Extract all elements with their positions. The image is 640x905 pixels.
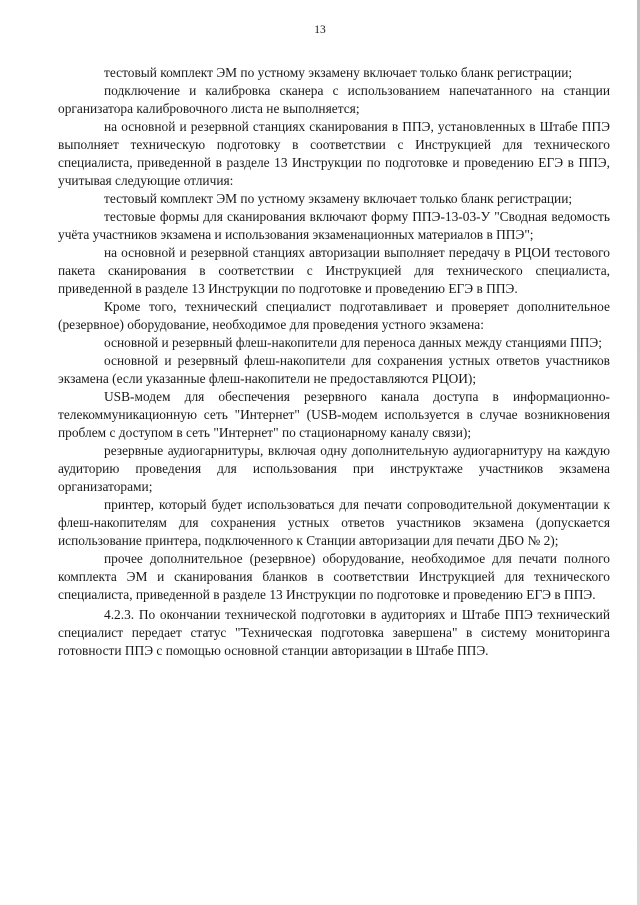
document-body bbox=[58, 64, 610, 660]
paragraph: 4.2.3. По окончании технической подготовки в аудиториях и Штабе ППЭ технический специалист передает статус "Техническая подготовка завершена" в систему мониторинга готовности ППЭ с помощью основной станции авторизации в Штабе ППЭ. bbox=[58, 607, 610, 658]
paragraph: тестовый комплект ЭМ по устному экзамену включает только бланк регистрации; bbox=[104, 65, 573, 80]
paragraph: тестовые формы для сканирования включают форму ППЭ-13-03-У "Сводная ведомость учёта участников экзамена и использования экзаменационных материалов в ППЭ"; bbox=[58, 209, 610, 242]
paragraph: подключение и калибровка сканера с использованием напечатанного на станции организатора калибровочного листа не выполняется; bbox=[58, 83, 610, 116]
paragraph: резервные аудиогарнитуры, включая одну дополнительную аудиогарнитуру на каждую аудиторию проведения для использования при инструктаже участников экзамена организаторами; bbox=[58, 443, 610, 494]
paragraph: принтер, который будет использоваться для печати сопроводительной документации к флеш-накопителям для сохранения устных ответов участников экзамена (допускается использование принтера, подключенного к Станции авторизации для печати ДБО № 2); bbox=[58, 497, 610, 548]
paragraph: на основной и резервной станциях авторизации выполняет передачу в РЦОИ тестового пакета сканирования в соответствии с Инструкцией для технического специалиста, приведенной в разделе 13 Инструкции по подготовке и проведению ЕГЭ в ППЭ. bbox=[58, 245, 610, 296]
paragraph: Кроме того, технический специалист подготавливает и проверяет дополнительное (резервное) оборудование, необходимое для проведения устного экзамена: bbox=[58, 299, 610, 332]
paragraph: USB-модем для обеспечения резервного канала доступа в информационно-телекоммуникационную сеть "Интернет" (USB-модем используется в случае возникновения проблем с доступом в сеть "Интернет" по стационарному каналу связи); bbox=[58, 389, 610, 440]
paragraph: основной и резервный флеш-накопители для переноса данных между станциями ППЭ; bbox=[104, 335, 602, 350]
paragraph: тестовый комплект ЭМ по устному экзамену включает только бланк регистрации; bbox=[104, 191, 573, 206]
paragraph: основной и резервный флеш-накопители для сохранения устных ответов участников экзамена (если указанные флеш-накопители не предоставляются РЦОИ); bbox=[58, 353, 610, 386]
paragraph: прочее дополнительное (резервное) оборудование, необходимое для печати полного комплекта ЭМ и сканирования бланков в соответствии Инструкцией для технического специалиста, приведенной в разделе 13 Инструкции по подготовке и проведению ЕГЭ в ППЭ. bbox=[58, 551, 610, 602]
paragraph: на основной и резервной станциях сканирования в ППЭ, установленных в Штабе ППЭ выполняет техническую подготовку в соответствии с Инструкцией для технического специалиста, приведенной в разделе 13 Инструкции по подготовке и проведению ЕГЭ в ППЭ, учитывая следующие отличия: bbox=[58, 119, 610, 188]
page-number: 13 bbox=[314, 24, 326, 36]
